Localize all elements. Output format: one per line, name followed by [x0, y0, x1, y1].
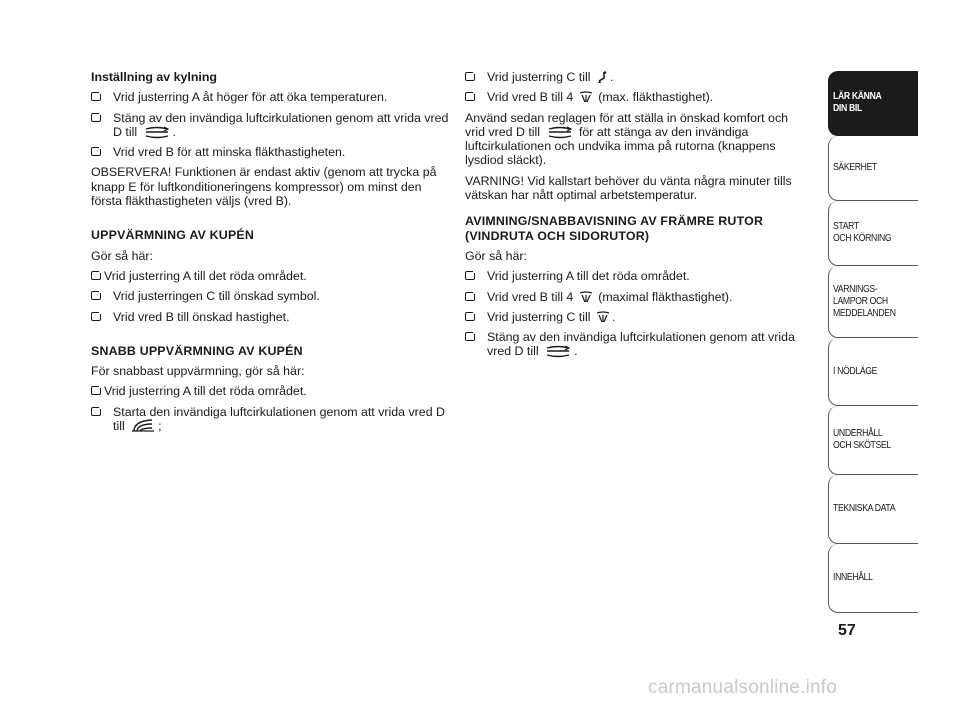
list-item: Stäng av den invändiga luftcirkulationen genom att vrida vred D till . [91, 111, 449, 140]
left-column [91, 70, 449, 439]
right-column [465, 70, 810, 365]
list-item: Stäng av den invändiga luftcirkulationen genom att vrida vred D till . [465, 330, 810, 359]
heating-intro: Gör så här: [91, 248, 153, 263]
checkbox-bullet-icon [91, 92, 101, 101]
checkbox-bullet-icon [91, 291, 101, 300]
list-item: Vrid vred B till önskad hastighet. [91, 310, 449, 324]
air-distribution-feet-icon [596, 71, 608, 84]
checkbox-bullet-icon [465, 271, 475, 280]
recirculation-off-icon [143, 126, 171, 139]
tab-i-nodlage[interactable]: I NÖDLÄGE [828, 338, 918, 406]
list-item: Vrid vred B för att minska fläkthastigheten. [91, 145, 449, 159]
list-item: Vrid justerringen C till önskad symbol. [91, 289, 449, 303]
page-number: 57 [838, 622, 856, 639]
checkbox-bullet-icon [91, 113, 101, 122]
quick-heating-intro: För snabbast uppvärmning, gör så här: [91, 364, 305, 379]
cooling-title: Inställning av kylning [91, 70, 217, 84]
checkbox-bullet-icon [91, 312, 101, 321]
list-item: Vrid vred B till 4 (maximal fläkthastighet). [465, 290, 810, 304]
checkbox-bullet-icon [465, 312, 475, 321]
list-item: Vrid justerring C till . [465, 310, 810, 324]
tab-sakerhet[interactable]: SÄKERHET [828, 136, 918, 201]
checkbox-bullet-icon [91, 271, 101, 280]
checkbox-bullet-icon [465, 72, 475, 81]
fan-max-icon [579, 291, 593, 304]
checkbox-bullet-icon [465, 292, 475, 301]
list-item: Vrid justerring C till . [465, 70, 810, 84]
recirculation-off-icon [546, 126, 574, 139]
checkbox-bullet-icon [465, 332, 475, 341]
list-item: Vrid vred B till 4 (max. fläkthastighet). [465, 90, 810, 104]
list-item: Vrid justerring A till det röda området. [465, 269, 810, 283]
tab-start-och-korning[interactable]: START OCH KÖRNING [828, 201, 918, 266]
chapter-tabs [828, 71, 918, 613]
checkbox-bullet-icon [465, 92, 475, 101]
list-item: Vrid justerring A till det röda området. [91, 384, 449, 398]
windscreen-defrost-icon [596, 311, 610, 324]
defrost-title: AVIMNING/SNABBAVISNING AV FRÄMRE RUTOR (VINDRUTA OCH SIDORUTOR) [465, 214, 764, 243]
tab-varningslampor[interactable]: VARNINGS- LAMPOR OCH MEDDELANDEN [828, 266, 918, 338]
list-item: Vrid justerring A åt höger för att öka temperaturen. [91, 90, 449, 104]
quick-heating-title: SNABB UPPVÄRMNING AV KUPÉN [91, 343, 303, 358]
warning-paragraph: VARNING! Vid kallstart behöver du vänta några minuter tills vätskan har nått optimal arbetstemperatur. [465, 173, 792, 203]
comfort-paragraph: Använd sedan reglagen för att ställa in önskad komfort och vrid vred D till för att stänga av den invändiga luftcirkulationen och undvika imma på rutorna (knappens lysdiod släckt). [465, 110, 789, 168]
list-item: Vrid justerring A till det röda området. [91, 269, 449, 283]
checkbox-bullet-icon [91, 147, 101, 156]
checkbox-bullet-icon [91, 386, 101, 395]
watermark-footer: carmanualsonline.info [648, 677, 838, 698]
tab-underhall-och-skotsel[interactable]: UNDERHÅLL OCH SKÖTSEL [828, 406, 918, 475]
heating-title: UPPVÄRMNING AV KUPÉN [91, 228, 255, 243]
tab-lar-kanna-din-bil[interactable]: LÄR KÄNNA DIN BIL [828, 71, 918, 136]
tab-innehall[interactable]: INNEHÅLL [828, 544, 918, 613]
list-item: Starta den invändiga luftcirkulationen genom att vrida vred D till ; [91, 405, 449, 434]
checkbox-bullet-icon [91, 407, 101, 416]
tab-tekniska-data[interactable]: TEKNISKA DATA [828, 475, 918, 544]
note-paragraph: OBSERVERA! Funktionen är endast aktiv (genom att trycka på knapp E för luftkonditioneringens kompressor) om minst den första fläkthastigheten väljs (vred B). [91, 165, 437, 209]
defrost-intro: Gör så här: [465, 248, 527, 263]
fan-max-icon [579, 91, 593, 104]
recirculation-on-icon [130, 419, 156, 433]
recirculation-off-icon [544, 345, 572, 358]
